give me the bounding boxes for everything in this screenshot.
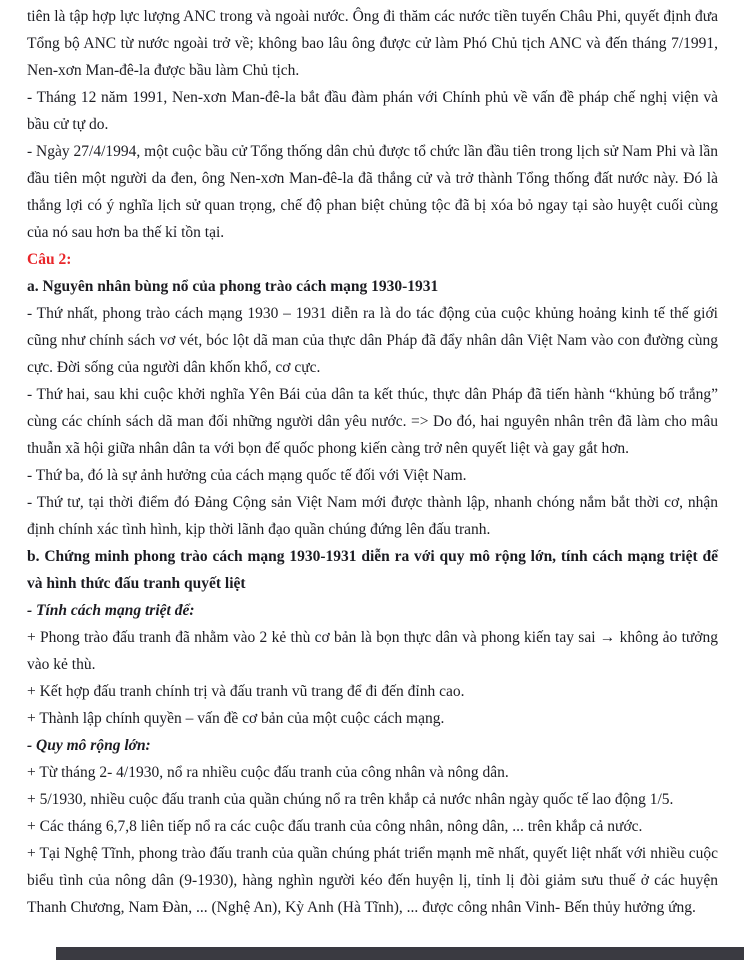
paragraph-anc-continued: tiên là tập hợp lực lượng ANC trong và ngoài nước. Ông đi thăm các nước tiền tuyến Châu Phi, quyết định đưa Tổng bộ ANC từ nước ngoài trở về; không bao lâu ông được cử làm Phó Chủ tịch ANC và đến tháng 7/1991, Nen-xơn Man-đê-la được bầu làm Chủ tịch. xyxy=(27,8,718,79)
paragraph-election-1994: - Ngày 27/4/1994, một cuộc bầu cử Tổng thống dân chủ được tổ chức lần đầu tiên trong lịch sử Nam Phi và lần đầu tiên một người da đen, ông Nen-xơn Man-đê-la đã thắng cử và trở thành Tổng thống đất nước này. Đó là thắng lợi có ý nghĩa lịch sử quan trọng, chế độ phan biệt chủng tộc đã bị xóa bỏ ngay tại sào huyệt cuối cùng của nó sau hơn ba thế kỉ tồn tại. xyxy=(27,143,718,241)
paragraph-thu-nhat: - Thứ nhất, phong trào cách mạng 1930 – 1931 diễn ra là do tác động của cuộc khủng hoảng kinh tế thế giới cũng như chính sách vơ vét, bóc lột dã man của thực dân Pháp đã đẩy nhân dân Việt Nam vào con đường cùng cực. Đời sống của người dân khốn khổ, cơ cực. xyxy=(27,305,718,376)
paragraph-tu-thang-2-4: + Từ tháng 2- 4/1930, nổ ra nhiều cuộc đấu tranh của công nhân và nông dân. xyxy=(27,764,509,781)
heading-cau-2: Câu 2: xyxy=(27,251,72,268)
heading-section-b: b. Chứng minh phong trào cách mạng 1930-1931 diễn ra với quy mô rộng lớn, tính cách mạng triệt để và hình thức đấu tranh quyết liệt xyxy=(27,548,718,592)
next-page-top-strip xyxy=(56,947,744,960)
paragraph-ket-hop: + Kết hợp đấu tranh chính trị và đấu tranh vũ trang để đi đến đỉnh cao. xyxy=(27,683,465,700)
paragraph-thu-hai: - Thứ hai, sau khi cuộc khởi nghĩa Yên Bái của dân ta kết thúc, thực dân Pháp đã tiến hành “khủng bố trắng” cùng các chính sách dã man đối những người dân yêu nước. => Do đó, hai nguyên nhân trên đã làm cho mâu thuẫn xã hội giữa nhân dân ta với bọn đế quốc phong kiến càng trở nên quyết liệt và gay gắt hơn. xyxy=(27,386,718,457)
paragraph-dec-1991: - Tháng 12 năm 1991, Nen-xơn Man-đê-la bắt đầu đàm phán với Chính phủ về vấn đề pháp chế nghị viện và bầu cử tự do. xyxy=(27,89,718,133)
paragraph-thu-ba: - Thứ ba, đó là sự ảnh hưởng của cách mạng quốc tế đối với Việt Nam. xyxy=(27,467,467,484)
paragraph-thu-tu: - Thứ tư, tại thời điểm đó Đảng Cộng sản Việt Nam mới được thành lập, nhanh chóng nắm bắt thời cơ, nhận định chính xác tình hình, kịp thời lãnh đạo quần chúng đứng lên đấu tranh. xyxy=(27,494,718,538)
paragraph-phong-trao-dau-tranh: + Phong trào đấu tranh đã nhằm vào 2 kẻ thù cơ bản là bọn thực dân và phong kiến tay sai → không ảo tưởng vào kẻ thù. xyxy=(27,629,718,673)
paragraph-cac-thang-678: + Các tháng 6,7,8 liên tiếp nổ ra các cuộc đấu tranh của công nhân, nông dân, ... trên khắp cả nước. xyxy=(27,818,643,835)
subheading-quy-mo: - Quy mô rộng lớn: xyxy=(27,737,151,754)
paragraph-nghe-tinh: + Tại Nghệ Tĩnh, phong trào đấu tranh của quần chúng phát triển mạnh mẽ nhất, quyết liệt nhất với nhiều cuộc biểu tình của nông dân (9-1930), hàng nghìn người kéo đến huyện lị, tỉnh lị đòi giảm sưu thuế ở các huyện Thanh Chương, Nam Đàn, ... (Nghệ An), Kỳ Anh (Hà Tĩnh), ... được công nhân Vinh- Bến thủy hưởng ứng. xyxy=(27,845,718,916)
heading-section-a: a. Nguyên nhân bùng nổ của phong trào cách mạng 1930-1931 xyxy=(27,278,439,295)
subheading-tinh-cach-mang: - Tính cách mạng triệt để: xyxy=(27,602,195,619)
paragraph-5-1930: + 5/1930, nhiều cuộc đấu tranh của quần chúng nổ ra trên khắp cả nước nhân ngày quốc tế lao động 1/5. xyxy=(27,791,674,808)
paragraph-thanh-lap: + Thành lập chính quyền – vấn đề cơ bản của một cuộc cách mạng. xyxy=(27,710,445,727)
